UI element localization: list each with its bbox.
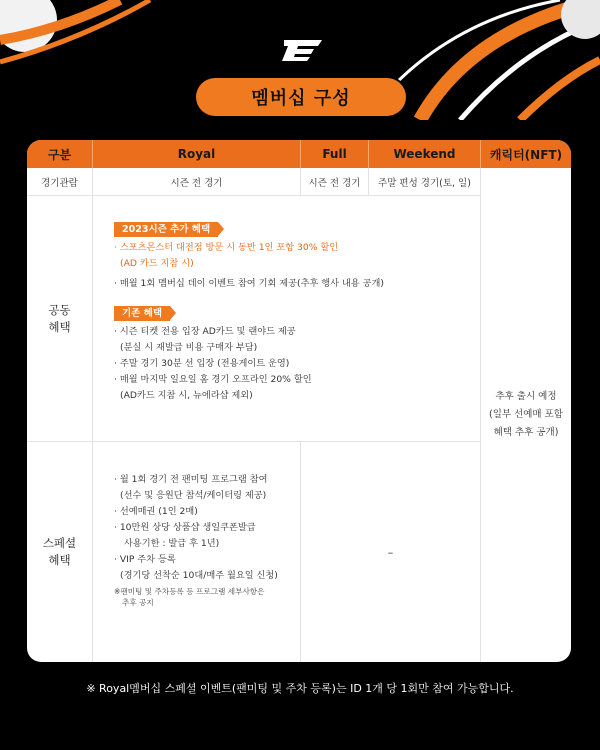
header-category: 구분 <box>27 140 93 168</box>
new-benefit-tag: 2023시즌 추가 혜택 <box>114 222 218 237</box>
table-header-row <box>27 140 571 168</box>
special-note-line1: ※팬미팅 및 주차등록 등 프로그램 세부사항은 <box>114 587 265 596</box>
nft-benefits <box>481 168 571 662</box>
header-nft: 캐릭터(NFT) <box>489 147 563 162</box>
special-benefit-item: 사용기한 : 발급 후 1년) <box>124 538 220 549</box>
special-benefit-item: (경기당 선착순 10대/매주 월요일 신청) <box>120 570 278 581</box>
new-benefit-item: · 매월 1회 멤버십 데이 이벤트 참여 기회 제공(추후 행사 내용 공개) <box>114 278 384 289</box>
new-benefit-item: · 스포츠몬스터 대전점 방문 시 동반 1인 포함 30% 할인 <box>114 242 339 253</box>
full-weekend-special: – <box>301 442 481 662</box>
special-benefit-item: (선수 및 응원단 참석/케이터링 제공) <box>120 490 267 501</box>
existing-benefit-tag: 기존 혜택 <box>114 306 170 321</box>
special-benefit-item: · 선예매권 (1인 2매) <box>114 506 198 517</box>
page-title <box>196 78 406 116</box>
row-label-special: 스페셜 혜택 <box>27 442 93 662</box>
row-label-watch: 경기관람 <box>27 168 93 196</box>
existing-benefit-item: · 주말 경기 30분 선 입장 (전용게이트 운영) <box>114 358 290 369</box>
header-weekend: Weekend <box>369 140 481 168</box>
nft-line2: (일부 선예매 포함 <box>489 409 563 420</box>
special-benefit-item: · 10만원 상당 상품샵 생일쿠폰발급 <box>114 522 256 533</box>
common-benefits-block <box>94 222 384 404</box>
eagles-logo-icon <box>280 36 326 62</box>
header-full: Full <box>301 140 369 168</box>
existing-benefit-item: · 매월 마지막 일요일 홈 경기 오프라인 20% 할인 <box>114 374 312 385</box>
existing-benefit-item: (AD카드 지참 시, 뉴에라샵 제외) <box>120 390 253 401</box>
weekend-watch: 주말 편성 경기(토, 일) <box>369 168 481 196</box>
royal-watch: 시즌 전 경기 <box>93 168 301 196</box>
row-label-common: 공동 혜택 <box>27 196 93 442</box>
full-watch: 시즌 전 경기 <box>301 168 369 196</box>
page-title-text: 멤버십 구성 <box>251 88 351 109</box>
footnote: ※ Royal멤버십 스페셜 이벤트(팬미팅 및 주차 등록)는 ID 1개 당 1회만 참여 가능합니다. <box>86 682 514 695</box>
header-royal: Royal <box>93 140 301 168</box>
nft-line1: 추후 출시 예정 <box>495 391 557 402</box>
special-note-line2: 추후 공지 <box>122 598 154 607</box>
special-benefit-item: · VIP 주차 등록 <box>114 554 176 565</box>
new-benefit-item: (AD 카드 지참 시) <box>120 258 194 269</box>
nft-line3: 혜택 추후 공개) <box>493 427 559 438</box>
existing-benefit-item: · 시즌 티켓 전용 입장 AD카드 및 랜야드 제공 <box>114 326 296 337</box>
special-benefit-item: · 월 1회 경기 전 팬미팅 프로그램 참여 <box>114 474 268 485</box>
existing-benefit-item: (분실 시 재발급 비용 구매자 부담) <box>120 342 258 353</box>
special-benefits-block <box>94 472 300 608</box>
